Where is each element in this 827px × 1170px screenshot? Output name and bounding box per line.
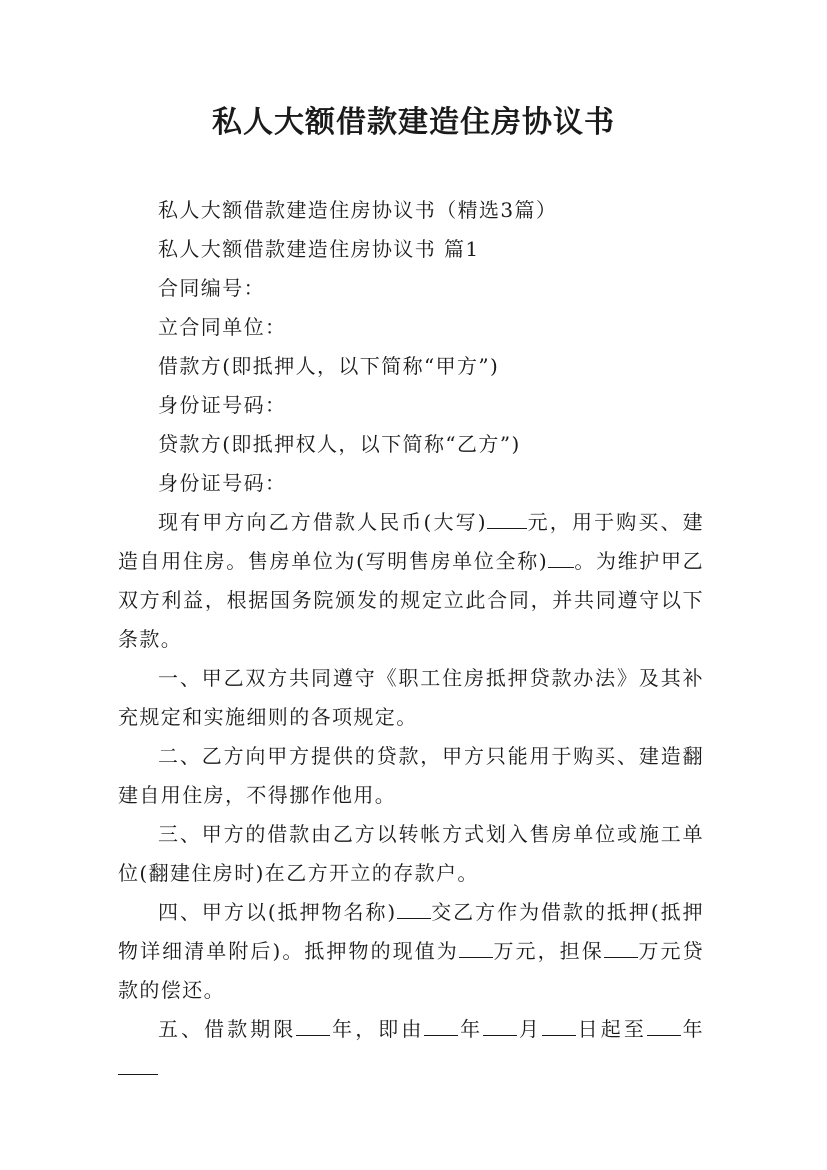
document-body (118, 191, 704, 1088)
clause-5-text-a: 五、借款期限 (158, 1017, 297, 1041)
clause-4-text-b: 交乙方作为借款的抵押(抵押物详细清单附后)。抵押物的现值为 (118, 900, 704, 963)
subtitle-line: 私人大额借款建造住房协议书（精选3篇） (158, 198, 558, 222)
term-years-blank (296, 1013, 330, 1036)
start-day-blank (542, 1013, 576, 1036)
clause-4-text-c: 万元，担保 (492, 939, 604, 963)
clause-5-text-e: 日起至 (576, 1017, 647, 1041)
value-blank (459, 935, 493, 958)
clause-4 (118, 893, 704, 1010)
intro-text-3: 。为维护甲乙双方利益，根据国务院颁发的规定立此合同，并共同遵守以下条款。 (118, 549, 704, 651)
clause-4-text-a: 四、甲方以(抵押物名称) (158, 900, 397, 924)
document-title: 私人大额借款建造住房协议书 (212, 105, 615, 140)
clause-4-text-d: 万元贷款的偿还。 (118, 939, 705, 1002)
chapter-heading: 私人大额借款建造住房协议书 篇1 (158, 237, 480, 261)
clause-1: 一、甲乙双方共同遵守《职工住房抵押贷款办法》及其补充规定和实施细则的各项规定。 (118, 666, 704, 729)
collateral-blank (397, 896, 431, 919)
borrower-line: 借款方(即抵押人，以下简称“甲方”) (158, 354, 500, 378)
start-month-blank (483, 1013, 517, 1036)
contract-number-line: 合同编号： (158, 276, 265, 300)
intro-paragraph (118, 503, 704, 659)
end-month-blank (118, 1052, 158, 1075)
clause-5-text-c: 年 (458, 1017, 484, 1041)
clause-5-text-b: 年，即由 (330, 1017, 425, 1041)
lender-line: 贷款方(即抵押权人，以下简称“乙方”) (158, 432, 521, 456)
amount-blank (487, 506, 527, 529)
clause-2: 二、乙方向甲方提供的贷款，甲方只能用于购买、建造翻建自用住房，不得挪作他用。 (118, 744, 704, 807)
clause-5 (118, 1010, 704, 1088)
clause-3: 三、甲方的借款由乙方以转帐方式划入售房单位或施工单位(翻建住房时)在乙方开立的存款户。 (118, 822, 704, 885)
lender-id-line: 身份证号码： (158, 471, 287, 495)
seller-blank (548, 545, 574, 568)
signing-unit-line: 立合同单位： (158, 315, 287, 339)
intro-text-1: 现有甲方向乙方借款人民币(大写) (158, 510, 487, 534)
clause-5-text-f: 年 (680, 1017, 705, 1041)
borrower-id-line: 身份证号码： (158, 393, 287, 417)
start-year-blank (424, 1013, 458, 1036)
guarantee-blank (604, 935, 638, 958)
end-year-blank (647, 1013, 681, 1036)
clause-5-text-d: 月 (517, 1017, 542, 1041)
intro-text-2: 元，用于购买、建造自用住房。售房单位为(写明售房单位全称) (118, 510, 704, 573)
